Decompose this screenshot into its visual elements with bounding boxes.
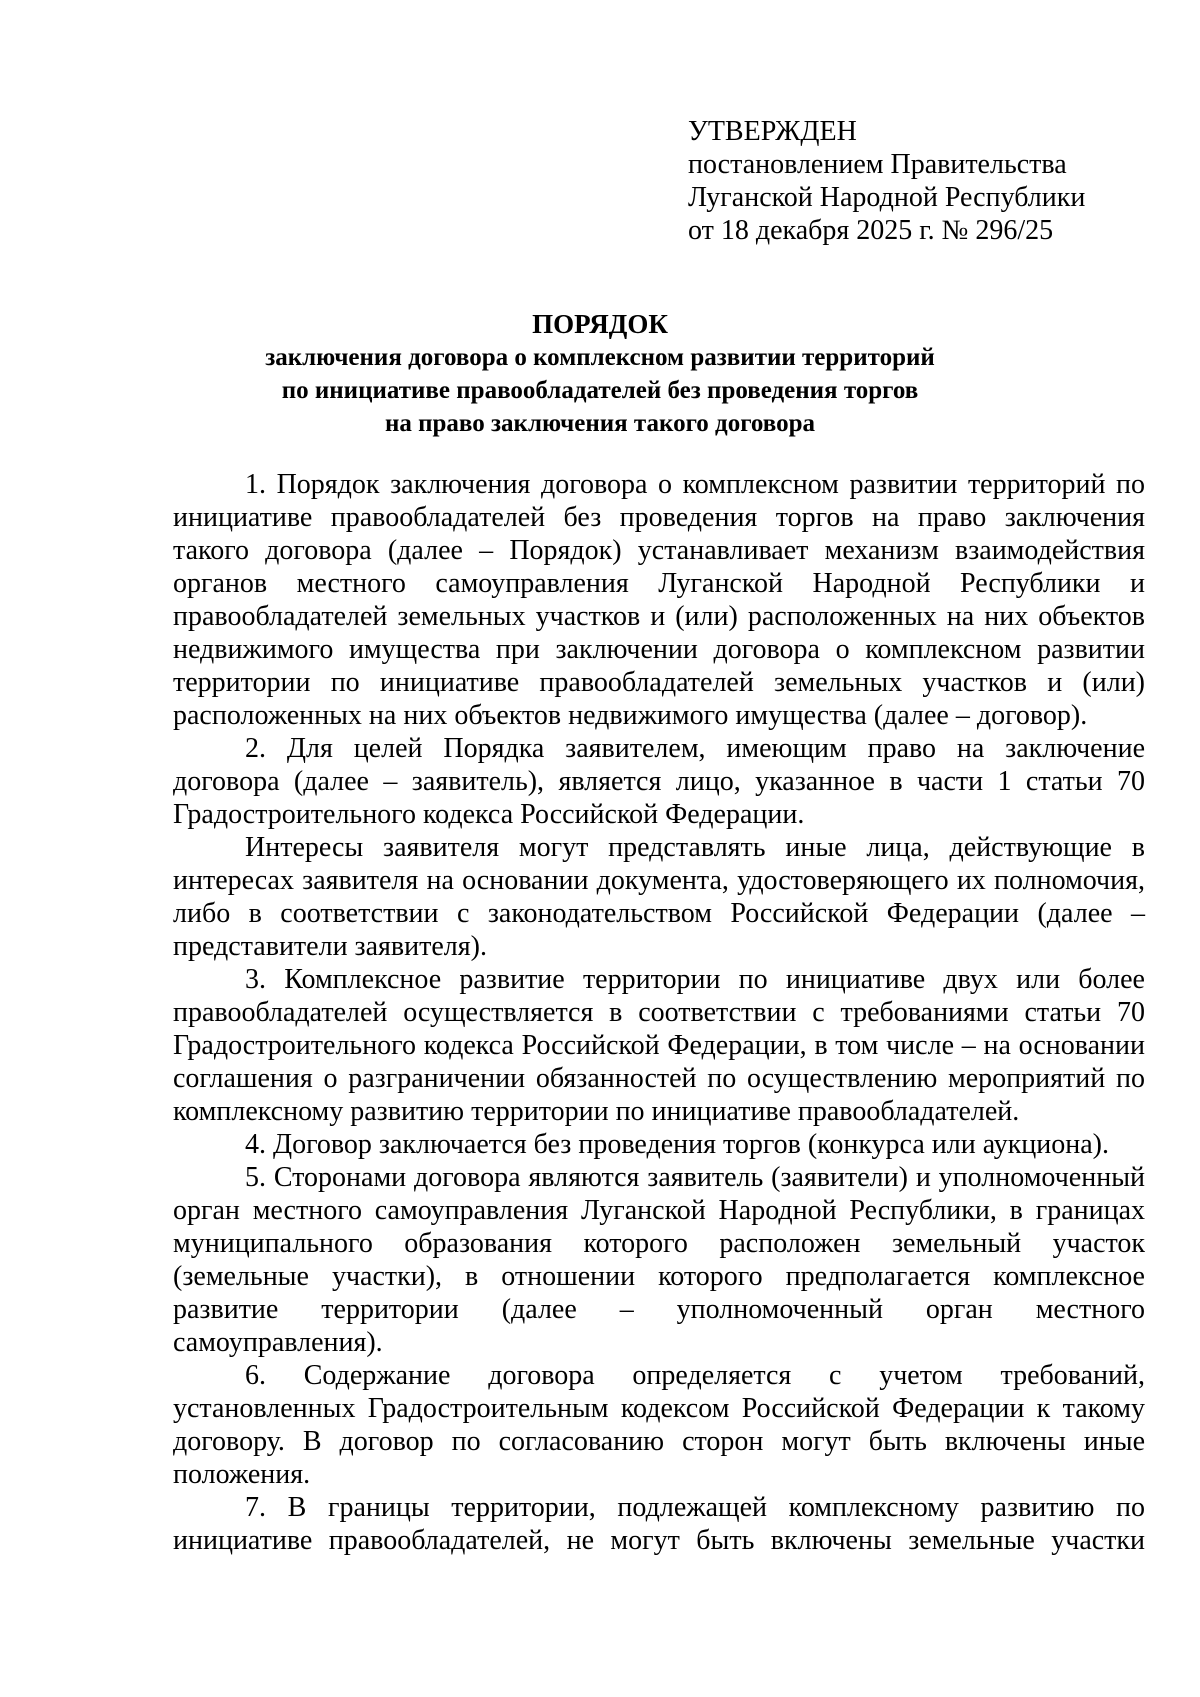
approval-heading: УТВЕРЖДЕН xyxy=(688,116,857,147)
paragraph: 6. Содержание договора определяется с учетом требований, установленных Градостроительным кодексом Российской Федерации к такому договору. В договор по согласованию сторон могут быть включены иные положения. xyxy=(173,1360,1145,1490)
document-subtitle: по инициативе правообладателей без проведения торгов xyxy=(281,377,919,404)
document-subtitle: заключения договора о комплексном развитии территорий xyxy=(265,344,935,371)
document-subtitle: на право заключения такого договора xyxy=(384,410,816,437)
paragraph: 2. Для целей Порядка заявителем, имеющим право на заключение договора (далее – заявитель), является лицо, указанное в части 1 статьи 70 Градостроительного кодекса Российской Федерации. xyxy=(173,733,1145,830)
paragraph: Интересы заявителя могут представлять иные лица, действующие в интересах заявителя на основании документа, удостоверяющего их полномочия, либо в соответствии с законодательством Российской Федерации (далее – представители заявителя). xyxy=(173,832,1145,962)
document-heading xyxy=(140,308,1060,440)
approval-stamp xyxy=(688,115,1085,247)
approval-date: от 18 декабря 2025 г. № 296/25 xyxy=(688,215,1054,246)
document-title: ПОРЯДОК xyxy=(532,309,668,339)
approval-line: Луганской Народной Республики xyxy=(688,182,1086,213)
paragraph: 7. В границы территории, подлежащей комплексному развитию по инициативе правообладателей, не могут быть включены земельные участки xyxy=(173,1492,1145,1556)
paragraph: 4. Договор заключается без проведения торгов (конкурса или аукциона). xyxy=(245,1129,1110,1160)
paragraph: 3. Комплексное развитие территории по инициативе двух или более правообладателей осуществляется в соответствии с требованиями статьи 70 Градостроительного кодекса Российской Федерации, в том числе – на основании соглашения о разграничении обязанностей по осуществлению мероприятий по комплексному развитию территории по инициативе правообладателей. xyxy=(173,964,1145,1127)
paragraph: 1. Порядок заключения договора о комплексном развитии территорий по инициативе правообладателей без проведения торгов на право заключения такого договора (далее – Порядок) устанавливает механизм взаимодействия органов местного самоуправления Луганской Народной Республики и правообладателей земельных участков и (или) расположенных на них объектов недвижимого имущества при заключении договора о комплексном развитии территории по инициативе правообладателей земельных участков и (или) расположенных на них объектов недвижимого имущества (далее – договор). xyxy=(173,469,1145,731)
paragraph: 5. Сторонами договора являются заявитель (заявители) и уполномоченный орган местного самоуправления Луганской Народной Республики, в границах муниципального образования которого расположен земельный участок (земельные участки), в отношении которого предполагается комплексное развитие территории (далее – уполномоченный орган местного самоуправления). xyxy=(173,1162,1145,1358)
document-body xyxy=(173,468,1145,1557)
approval-line: постановлением Правительства xyxy=(688,149,1067,180)
